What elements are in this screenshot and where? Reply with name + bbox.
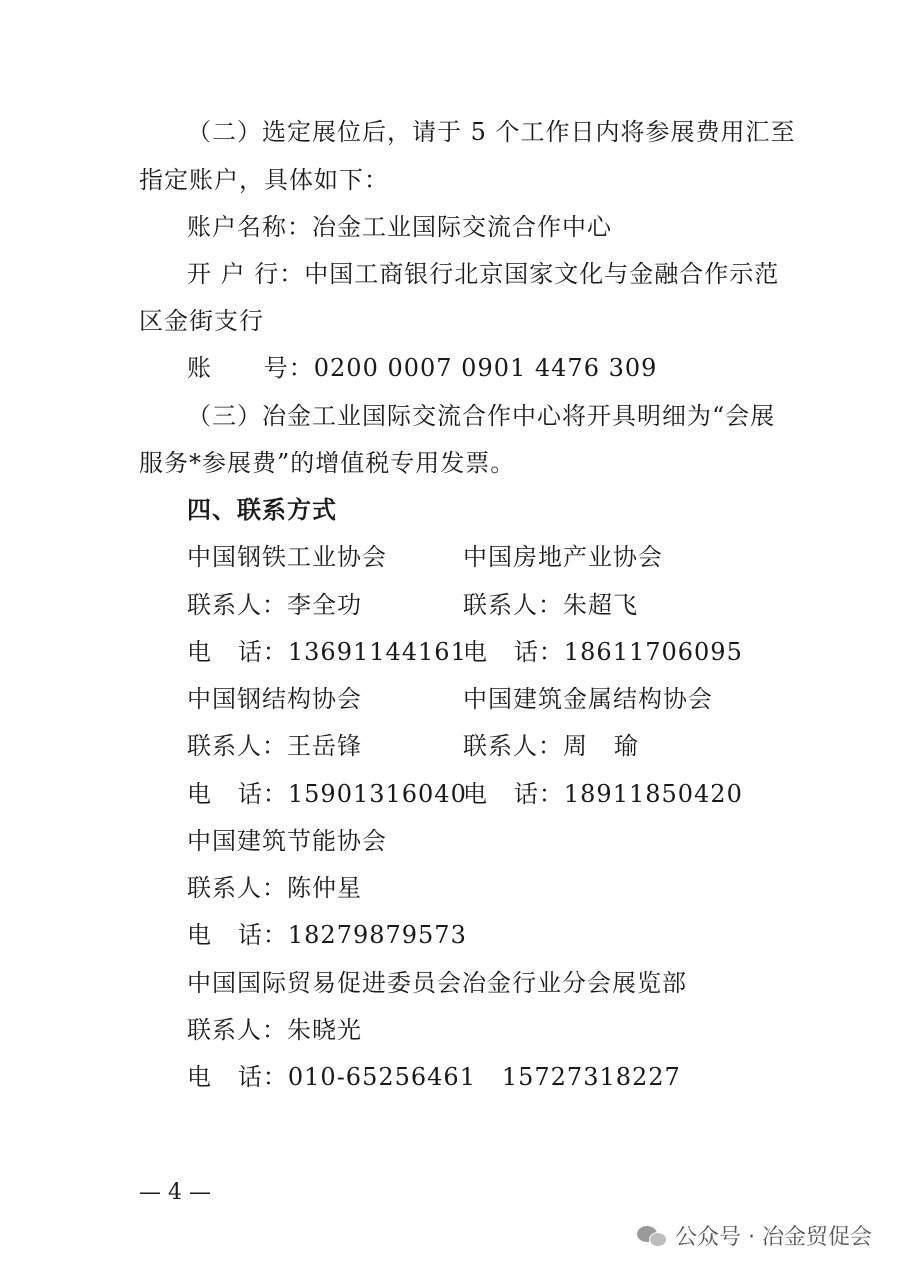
paragraph-2-line-1: （二）选定展位后，请于 5 个工作日内将参展费用汇至 <box>187 118 796 146</box>
contact-org: 中国钢结构协会 <box>187 685 362 713</box>
contact-phone: 电 话：18279879573 <box>187 921 467 949</box>
contact-org: 中国房地产业协会 <box>463 543 663 571</box>
paragraph-3-line-2: 服务*参展费”的增值税专用发票。 <box>139 449 516 477</box>
page-number: — 4 — <box>139 1180 211 1205</box>
contact-org: 中国钢铁工业协会 <box>187 543 387 571</box>
wechat-icon <box>637 1224 667 1248</box>
contact-person: 联系人：王岳锋 <box>187 732 362 760</box>
contact-org: 中国建筑金属结构协会 <box>463 685 713 713</box>
bank-line-2: 区金街支行 <box>139 307 264 335</box>
contact-org: 中国国际贸易促进委员会冶金行业分会展览部 <box>187 969 687 997</box>
paragraph-3-line-1: （三）冶金工业国际交流合作中心将开具明细为“会展 <box>187 402 776 430</box>
account-number: 账 号：0200 0007 0901 4476 309 <box>187 354 658 382</box>
contact-person: 联系人：周 瑜 <box>463 732 639 760</box>
account-name: 账户名称：冶金工业国际交流合作中心 <box>187 213 612 241</box>
contact-person: 联系人：朱超飞 <box>463 591 638 619</box>
paragraph-2-line-2: 指定账户，具体如下： <box>139 166 389 194</box>
contact-phone: 电 话：18611706095 <box>463 638 743 666</box>
contact-phone: 电 话：13691144161 <box>187 638 467 666</box>
contact-person: 联系人：朱晓光 <box>187 1016 362 1044</box>
contact-phone: 电 话：010-65256461 15727318227 <box>187 1063 681 1091</box>
contact-person: 联系人：陈仲星 <box>187 874 362 902</box>
contact-phone: 电 话：15901316040 <box>187 780 467 808</box>
contact-org: 中国建筑节能协会 <box>187 827 387 855</box>
contact-person: 联系人：李全功 <box>187 591 362 619</box>
bank-line-1: 开 户 行：中国工商银行北京国家文化与金融合作示范 <box>187 260 780 288</box>
section-heading: 四、联系方式 <box>187 496 337 524</box>
watermark <box>637 1220 872 1251</box>
watermark-text: 公众号 · 冶金贸促会 <box>675 1225 872 1250</box>
contact-phone: 电 话：18911850420 <box>463 780 743 808</box>
